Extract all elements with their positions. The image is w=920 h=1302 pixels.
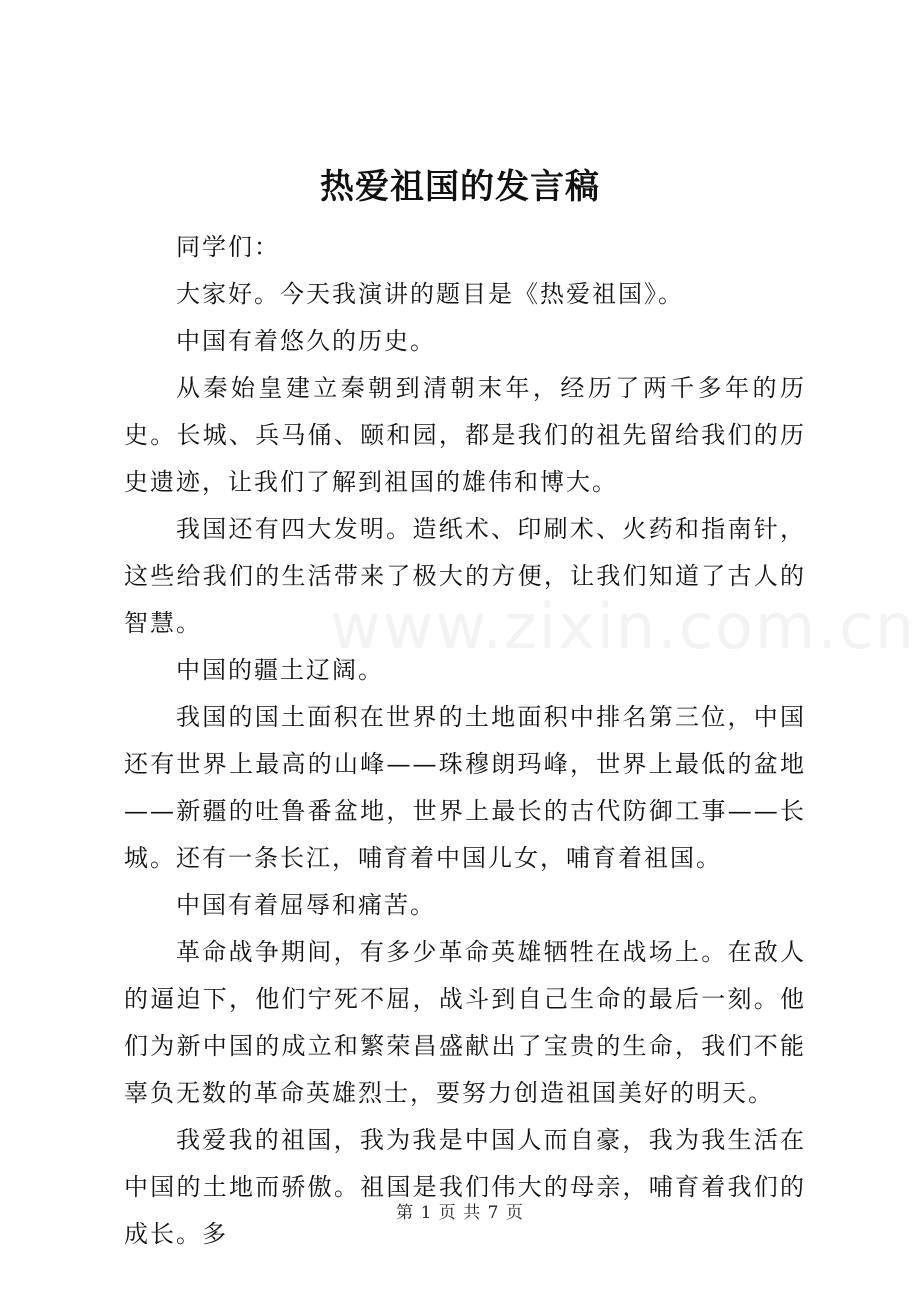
paragraph: 从秦始皇建立秦朝到清朝末年，经历了两千多年的历史。长城、兵马俑、颐和园，都是我们的祖先留给我们的历史遗迹，让我们了解到祖国的雄伟和博大。 (124, 374, 806, 496)
paragraph: 我国的国土面积在世界的土地面积中排名第三位，中国还有世界上最高的山峰——珠穆朗玛峰，世界上最低的盆地——新疆的吐鲁番盆地，世界上最长的古代防御工事——长城。还有一条长江，哺育着中国儿女，哺育着祖国。 (124, 703, 806, 872)
paragraph: 我爱我的祖国，我为我是中国人而自豪，我为我生活在中国的土地而骄傲。祖国是我们伟大的母亲，哺育着我们的成长。多 (124, 1126, 806, 1248)
paragraph: 中国有着悠久的历史。 (176, 327, 436, 355)
paragraph: 中国的疆土辽阔。 (176, 656, 384, 684)
document-body (124, 224, 806, 1258)
paragraph: 我国还有四大发明。造纸术、印刷术、火药和指南针，这些给我们的生活带来了极大的方便，让我们知道了古人的智慧。 (124, 515, 806, 637)
watermark: www.zixin.com.cn (330, 590, 917, 663)
paragraph: 革命战争期间，有多少革命英雄牺牲在战场上。在敌人的逼迫下，他们宁死不屈，战斗到自己生命的最后一刻。他们为新中国的成立和繁荣昌盛献出了宝贵的生命，我们不能辜负无数的革命英雄烈士，要努力创造祖国美好的明天。 (124, 938, 806, 1107)
page-number-footer: 第 1 页 共 7 页 (396, 1203, 524, 1223)
paragraph: 中国有着屈辱和痛苦。 (176, 891, 436, 919)
document-title: 热爱祖国的发言稿 (320, 167, 600, 207)
paragraph: 大家好。今天我演讲的题目是《热爱祖国》。 (176, 280, 684, 308)
paragraph: 同学们： (176, 233, 280, 261)
